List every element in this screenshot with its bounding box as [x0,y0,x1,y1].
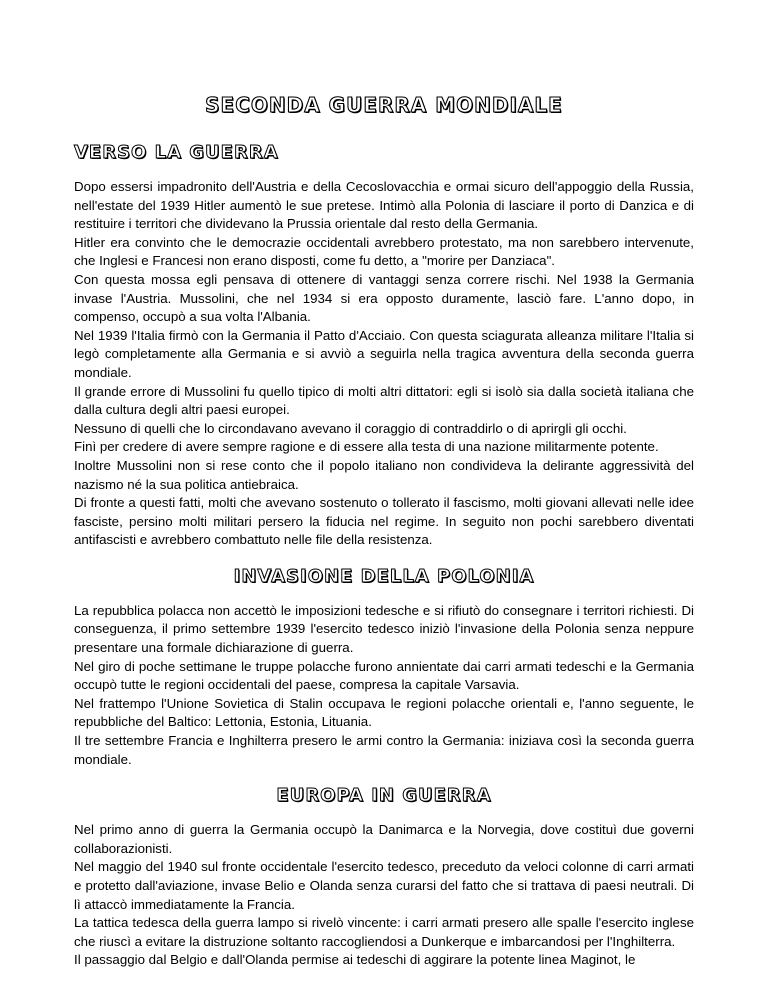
document-page [74,92,694,986]
paragraph: Nel maggio del 1940 sul fronte occidentale l'esercito tedesco, preceduto da veloci colonne di carri armati e protetto dall'aviazione, invase Belio e Olanda senza curarsi del fatto che si trattava di paesi neutrali. Di lì attaccò immediatamente la Francia. [74,859,694,912]
paragraph: Finì per credere di avere sempre ragione e di essere alla testa di una nazione militarmente potente. [74,439,659,455]
section-invasione-della-polonia [74,566,694,769]
paragraph: Hitler era convinto che le democrazie occidentali avrebbero protestato, ma non sarebbero intervenute, che Inglesi e Francesi non erano disposti, come fu detto, a "morire per Danziaca". [74,234,694,269]
paragraph: Nel giro di poche settimane le truppe polacche furono annientate dai carri armati tedeschi e la Germania occupò tutte le regioni occidentali del paese, compresa la capitale Varsavia. [74,658,694,693]
paragraph: Il grande errore di Mussolini fu quello tipico di molti altri dittatori: egli si isolò sia dalla società italiana che dalla cultura degli altri paesi europei. [74,383,694,418]
paragraph: Nel frattempo l'Unione Sovietica di Stalin occupava le regioni polacche orientali e, l'anno seguente, le repubbliche del Baltico: Lettonia, Estonia, Lituania. [74,695,694,730]
paragraph: La tattica tedesca della guerra lampo si rivelò vincente: i carri armati presero alle spalle l'esercito inglese che riuscì a evitare la distruzione soltanto raccogliendosi a Dunkerque e imbarcandosi per l'Inghilterra. [74,915,694,949]
paragraph: La repubblica polacca non accettò le imposizioni tedesche e si rifiutò do consegnare i territori richiesti. Di conseguenza, il primo settembre 1939 l'esercito tedesco iniziò l'invasione della Polonia senza neppure presentare una formale dichiarazione di guerra. [74,602,694,656]
section-verso-la-guerra [74,142,694,550]
paragraph: Il tre settembre Francia e Inghilterra presero le armi contro la Germania: iniziava così la seconda guerra mondiale. [74,733,694,767]
document-title: SECONDA GUERRA MONDIALE [205,93,563,117]
section-europa-in-guerra [74,785,694,970]
paragraph: Il passaggio dal Belgio e dall'Olanda permise ai tedeschi di aggirare la potente linea Maginot, le [74,952,636,968]
paragraph: Nel primo anno di guerra la Germania occupò la Danimarca e la Norvegia, dove costituì due governi collaborazionisti. [74,822,694,856]
paragraph: Di fronte a questi fatti, molti che avevano sostenuto o tollerato il fascismo, molti giovani allevati nelle idee fasciste, persino molti militari persero la fiducia nel regime. In seguito non pochi sarebbero diventati antifascisti e avrebbero combattuto nelle file della resistenza. [74,495,694,548]
paragraph: Nessuno di quelli che lo circondavano avevano il coraggio di contraddirlo o di aprirgli gli occhi. [74,420,627,436]
section-heading: VERSO LA GUERRA [74,142,279,163]
paragraph: Dopo essersi impadronito dell'Austria e della Cecoslovacchia e ormai sicuro dell'appoggio della Russia, nell'estate del 1939 Hitler aumentò le sue pretese. Intimò alla Polonia di lasciare il porto di Danzica e di restituire i territori che dividevano la Prussia orientale dal resto della Germania. [74,179,694,232]
section-heading: EUROPA IN GUERRA [276,785,492,807]
paragraph: Con questa mossa egli pensava di ottenere di vantaggi senza correre rischi. Nel 1938 la Germania invase l'Austria. Mussolini, che nel 1934 si era opposto duramente, lasciò fare. L'anno dopo, in compenso, occupò a sua volta l'Albania. [74,271,694,325]
section-heading: INVASIONE DELLA POLONIA [233,565,535,587]
paragraph: Nel 1939 l'Italia firmò con la Germania il Patto d'Acciaio. Con questa sciagurata alleanza militare l'Italia si legò completamente alla Germania e si avviò a seguirla nella tragica avventura della seconda guerra mondiale. [74,327,694,380]
paragraph: Inoltre Mussolini non si rese conto che il popolo italiano non condivideva la delirante aggressività del nazismo né la sua politica antiebraica. [74,457,694,492]
